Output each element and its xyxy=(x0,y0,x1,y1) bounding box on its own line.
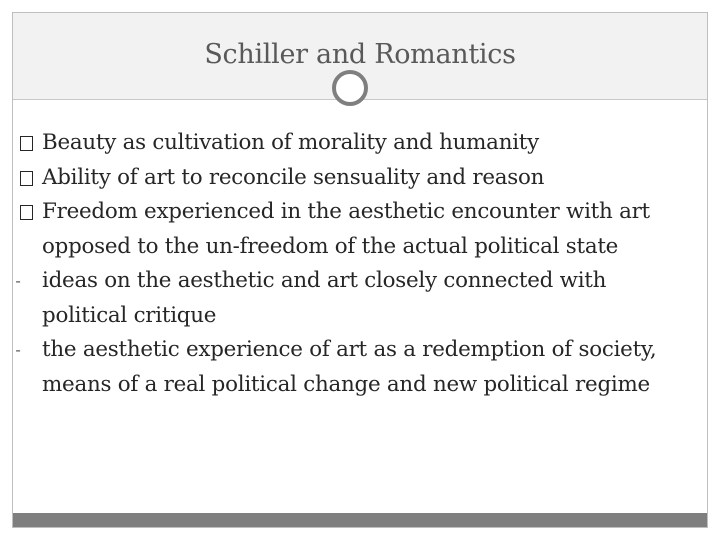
bullet-marker-icon xyxy=(20,205,33,220)
bullet-text: Freedom experienced in the aesthetic encounter with art opposed to the un-freedom of the actual political state xyxy=(42,199,650,259)
bullet-marker-icon xyxy=(20,171,33,186)
sub-bullet-item xyxy=(15,333,690,402)
sub-bullet-text: ideas on the aesthetic and art closely connected with political critique xyxy=(42,268,607,328)
footer-bar xyxy=(13,513,707,527)
sub-bullet-text: the aesthetic experience of art as a redemption of society, means of a real political change and new political regime xyxy=(42,337,657,397)
bullet-text: Beauty as cultivation of morality and humanity xyxy=(42,130,539,155)
circle-ornament-icon xyxy=(332,70,368,106)
sub-bullet-item xyxy=(15,264,690,333)
bullet-marker-icon xyxy=(20,136,33,151)
bullet-item xyxy=(20,126,690,161)
sub-bullet-marker: - xyxy=(15,340,21,359)
bullet-item xyxy=(20,195,690,264)
slide-title: Schiller and Romantics xyxy=(204,39,516,70)
bullet-text: Ability of art to reconcile sensuality and reason xyxy=(42,164,545,190)
bullet-item xyxy=(20,161,690,196)
bullet-list xyxy=(15,126,690,402)
sub-bullet-marker: - xyxy=(15,271,21,290)
